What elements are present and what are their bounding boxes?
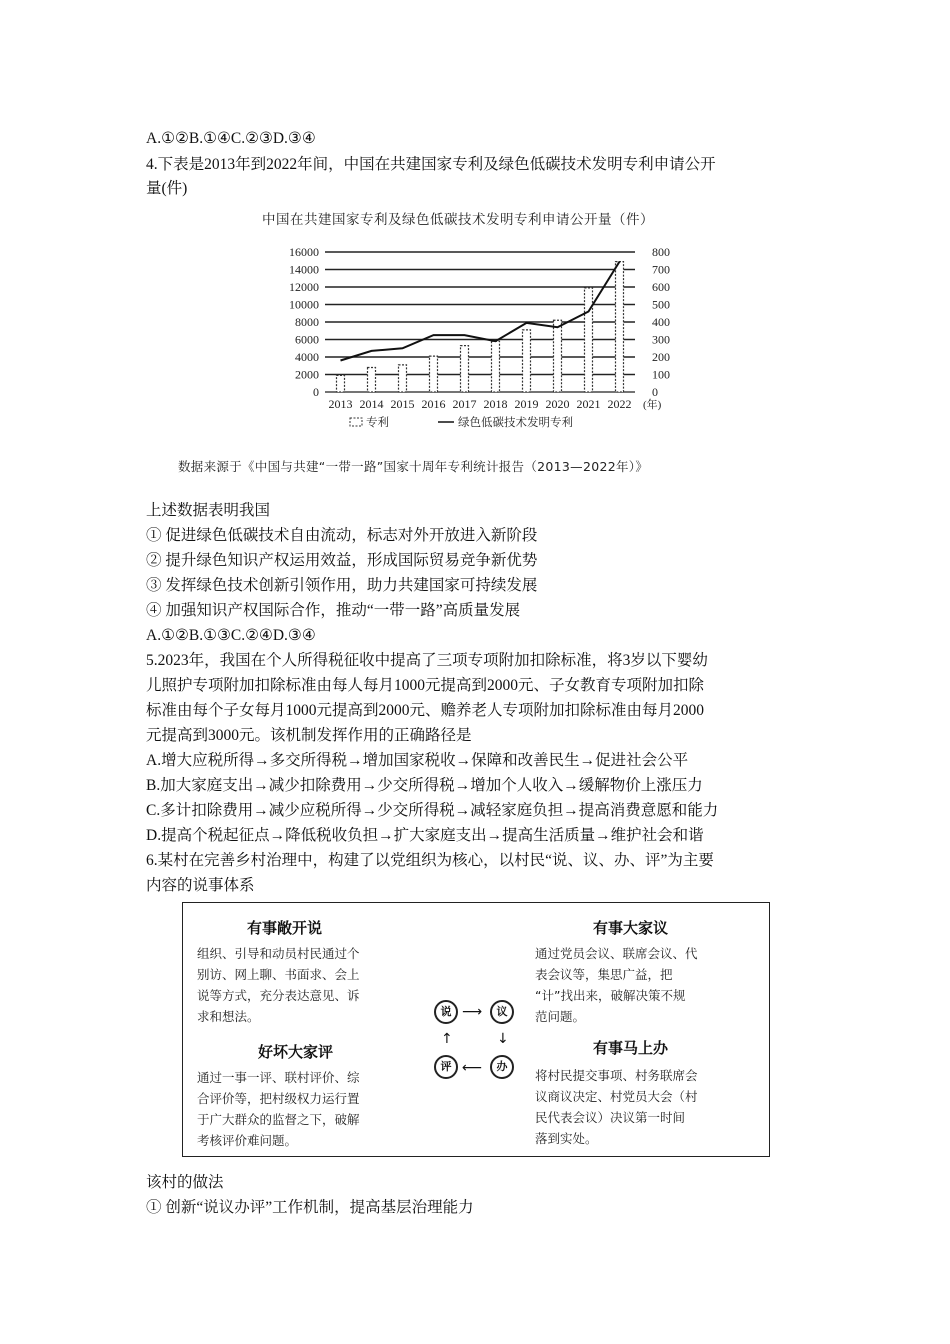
q6-lead: 该村的做法: [146, 1174, 224, 1191]
q5-option-b: B.加大家庭支出→减少扣除费用→少交所得税→增加个人收入→缓解物价上涨压力: [146, 777, 703, 794]
left-tick-label: 4000: [295, 350, 319, 364]
bar-2013: [337, 375, 345, 392]
arrow-left-icon: ⟵: [462, 1060, 483, 1076]
legend-bar-swatch: [350, 418, 362, 426]
diagram-title-discuss: 有事大家议: [593, 919, 669, 937]
bar-2018: [492, 341, 500, 392]
right-tick-label: 400: [652, 315, 670, 329]
x-tick-label: 2014: [359, 397, 384, 411]
q6-stem-line2: 内容的说事体系: [146, 877, 255, 894]
patent-chart: [240, 205, 720, 435]
left-tick-label: 8000: [295, 315, 319, 329]
left-tick-label: 10000: [289, 297, 319, 312]
q5-option-c: C.多计扣除费用→减少应税所得→少交所得税→减轻家庭负担→提高消费意愿和能力: [146, 802, 719, 819]
left-tick-label: 14000: [289, 262, 319, 277]
arrow-up-icon: ↑: [441, 1031, 453, 1047]
diagram-text-speak: 组织、引导和动员村民通过个 别访、网上聊、书面求、会上 说等方式，充分表达意见、诉 求和想法。: [197, 946, 360, 1024]
legend-label-patent: 专利: [366, 417, 389, 429]
q6-stem-line1: 6.某村在完善乡村治理中，构建了以党组织为核心，以村民“说、议、办、评”为主要: [146, 852, 714, 869]
x-tick-label: 2022: [607, 397, 632, 411]
q4-stem-line1: 4.下表是2013年到2022年间，中国在共建国家专利及绿色低碳技术发明专利申请公开: [146, 156, 716, 173]
left-tick-label: 6000: [295, 332, 319, 347]
bar-2014: [368, 368, 376, 393]
village-governance-diagram: [182, 902, 770, 1157]
q4-item-4: ④ 加强知识产权国际合作，推动“一带一路”高质量发展: [146, 602, 521, 619]
line-series-green-patents: [341, 262, 620, 361]
right-tick-label: 600: [652, 280, 670, 294]
diagram-title-speak: 有事敞开说: [247, 919, 323, 937]
right-tick-label: 800: [652, 245, 670, 259]
diagram-text-do: 将村民提交事项、村务联席会 议商议决定、村党员大会（村 民代表会议）决议第一时间 落到实处。: [535, 1068, 698, 1146]
q4-lead: 上述数据表明我国: [146, 502, 271, 519]
q4-item-1: ① 促进绿色低碳技术自由流动，标志对外开放进入新阶段: [146, 527, 538, 544]
diagram-text-discuss: 通过党员会议、联席会议、代 表会议等，集思广益，把 “计”找出来，破解决策不规 范问题。: [535, 946, 698, 1024]
bar-2015: [399, 365, 407, 392]
x-tick-label: 2016: [421, 397, 446, 411]
right-tick-label: 100: [652, 367, 670, 382]
q5-stem-line3: 标准由每个子女每月1000元提高到2000元、赡养老人专项附加扣除标准由每月2000: [146, 702, 705, 719]
left-tick-label: 16000: [289, 245, 319, 259]
x-tick-label: 2013: [328, 397, 353, 411]
chart-svg: [240, 205, 720, 435]
left-tick-label: 2000: [295, 367, 319, 382]
q5-option-a: A.增大应税所得→多交所得税→增加国家税收→保障和改善民生→促进社会公平: [146, 752, 689, 769]
chart-title: 中国在共建国家专利及绿色低碳技术发明专利申请公开量（件）: [262, 212, 654, 228]
x-tick-label: 2019: [514, 397, 539, 411]
q5-stem-line2: 儿照护专项附加扣除标准由每人每月1000元提高到2000元、子女教育专项附加扣除: [146, 677, 705, 694]
arrow-right-icon: ⟶: [462, 1004, 483, 1020]
q4-item-3: ③ 发挥绿色技术创新引领作用，助力共建国家可持续发展: [146, 577, 538, 594]
legend-label-green: 绿色低碳技术发明专利: [458, 417, 573, 429]
cycle-evaluate-icon: 评: [434, 1055, 458, 1079]
right-tick-label: 700: [652, 262, 670, 277]
right-tick-label: 0: [652, 385, 658, 399]
x-tick-label: 2015: [390, 397, 415, 411]
diagram-title-evaluate: 好坏大家评: [258, 1043, 334, 1061]
bar-2016: [430, 356, 438, 392]
cycle-discuss-icon: 议: [490, 1000, 514, 1024]
chart-source: 数据来源于《中国与共建“一带一路”国家十周年专利统计报告（2013—2022年）》: [178, 459, 649, 474]
cycle-speak-icon: 说: [434, 1000, 458, 1024]
diagram-text-evaluate: 通过一事一评、联村评价、综 合评价等，把村级权力运行置 于广大群众的监督之下，破解 考核评价难问题。: [197, 1070, 360, 1148]
x-tick-label: 2021: [576, 397, 601, 411]
q5-option-d: D.提高个税起征点→降低税收负担→扩大家庭支出→提高生活质量→维护社会和谐: [146, 827, 704, 844]
left-tick-label: 0: [313, 385, 319, 399]
q4-options: A.①②B.①③C.②④D.③④: [146, 627, 316, 644]
q5-stem-line1: 5.2023年，我国在个人所得税征收中提高了三项专项附加扣除标准，将3岁以下婴幼: [146, 652, 708, 669]
x-tick-label: 2017: [452, 397, 477, 411]
x-axis-unit: (年): [643, 399, 662, 411]
x-tick-label: 2020: [545, 397, 570, 411]
bar-2021: [585, 288, 593, 392]
q4-stem-line2: 量(件): [146, 180, 188, 197]
q6-item-1: ① 创新“说议办评”工作机制，提高基层治理能力: [146, 1199, 474, 1216]
q5-stem-line4: 元提高到3000元。该机制发挥作用的正确路径是: [146, 727, 472, 744]
left-tick-label: 12000: [289, 280, 319, 294]
bar-2017: [461, 346, 469, 392]
cycle-do-icon: 办: [490, 1055, 514, 1079]
right-tick-label: 200: [652, 350, 670, 364]
bar-2020: [554, 320, 562, 392]
right-tick-label: 300: [652, 332, 670, 347]
diagram-title-do: 有事马上办: [593, 1039, 669, 1057]
q3-options: A.①②B.①④C.②③D.③④: [146, 130, 316, 147]
x-tick-label: 2018: [483, 397, 508, 411]
q4-item-2: ② 提升绿色知识产权运用效益，形成国际贸易竞争新优势: [146, 552, 538, 569]
bar-2019: [523, 330, 531, 392]
right-tick-label: 500: [652, 297, 670, 312]
arrow-down-icon: ↓: [497, 1031, 509, 1047]
bar-2022: [616, 262, 624, 392]
